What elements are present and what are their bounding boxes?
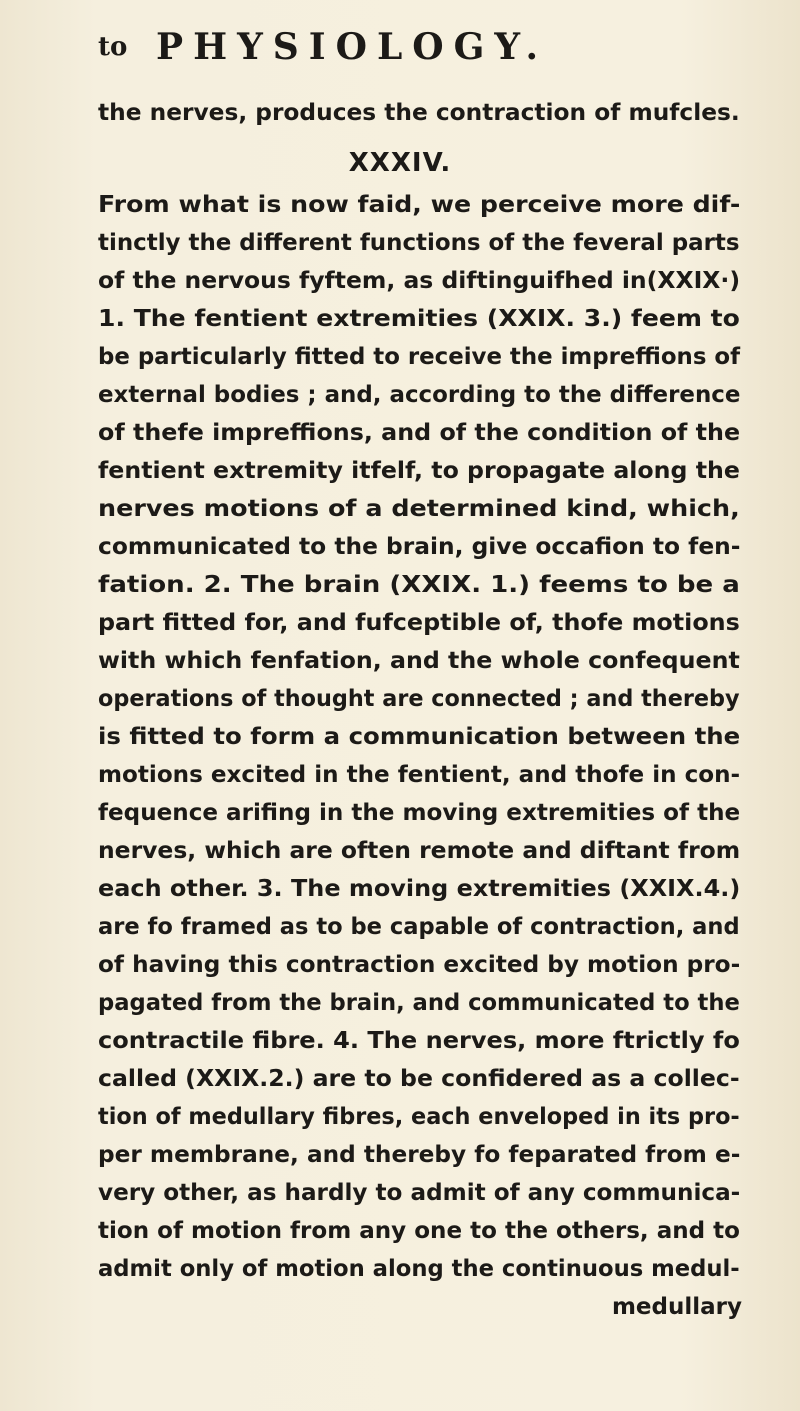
text-line: of the nervous fyftem, as diftinguifhed in(XXIX·) <box>98 268 741 294</box>
catchword: medullary <box>611 1294 742 1320</box>
text-line: each other. 3. The moving extremities (XXIX.4.) <box>98 876 741 902</box>
running-head: PHYSIOLOGY. <box>156 26 548 68</box>
text-line: part fitted for, and fufceptible of, thofe motions <box>98 610 740 636</box>
text-line: of thefe impreffions, and of the condition of the <box>98 420 741 446</box>
text-line: of having this contraction excited by motion pro- <box>98 952 741 978</box>
text-line: contractile fibre. 4. The nerves, more ftrictly fo <box>98 1028 740 1054</box>
text-line: motions excited in the fentient, and thofe in con- <box>98 762 741 788</box>
section-number: XXXIV. <box>348 148 452 178</box>
text-line: From what is now faid, we perceive more dif- <box>98 192 741 218</box>
text-line: per membrane, and thereby fo feparated from e- <box>98 1142 741 1168</box>
text-line: pagated from the brain, and communicated to the <box>98 990 740 1016</box>
text-line: tinctly the different functions of the feveral parts <box>98 230 740 256</box>
text-line: very other, as hardly to admit of any communica- <box>98 1180 741 1206</box>
text-line: nerves, which are often remote and diftant from <box>98 838 741 864</box>
text-line: fentient extremity itfelf, to propagate along the <box>98 458 740 484</box>
text-line: fequence arifing in the moving extremities of the <box>98 800 741 826</box>
text-line: communicated to the brain, give occafion to fen- <box>98 534 741 560</box>
text-line: be particularly fitted to receive the impreffions of <box>98 344 741 370</box>
text-line: are fo framed as to be capable of contraction, and <box>98 914 740 940</box>
text-line: is fitted to form a communication between the <box>98 724 741 750</box>
text-line: tion of motion from any one to the others, and to <box>98 1218 740 1244</box>
text-line: the nerves, produces the contraction of mufcles. <box>98 100 740 126</box>
text-line: called (XXIX.2.) are to be confidered as a collec- <box>98 1066 740 1092</box>
text-line: 1. The fentient extremities (XXIX. 3.) feem to <box>98 306 740 332</box>
text-line: nerves motions of a determined kind, which, <box>98 496 740 522</box>
text-line: external bodies ; and, according to the difference <box>98 382 741 408</box>
text-line: with which fenfation, and the whole confequent <box>98 648 740 674</box>
page-header <box>98 26 738 70</box>
text-line: tion of medullary fibres, each enveloped in its pro- <box>98 1104 740 1130</box>
page-number: to <box>98 32 128 62</box>
text-line: fation. 2. The brain (XXIX. 1.) feems to be a <box>98 572 740 598</box>
text-line: admit only of motion along the continuous medul- <box>98 1256 740 1282</box>
text-line: operations of thought are connected ; and thereby <box>98 686 740 712</box>
